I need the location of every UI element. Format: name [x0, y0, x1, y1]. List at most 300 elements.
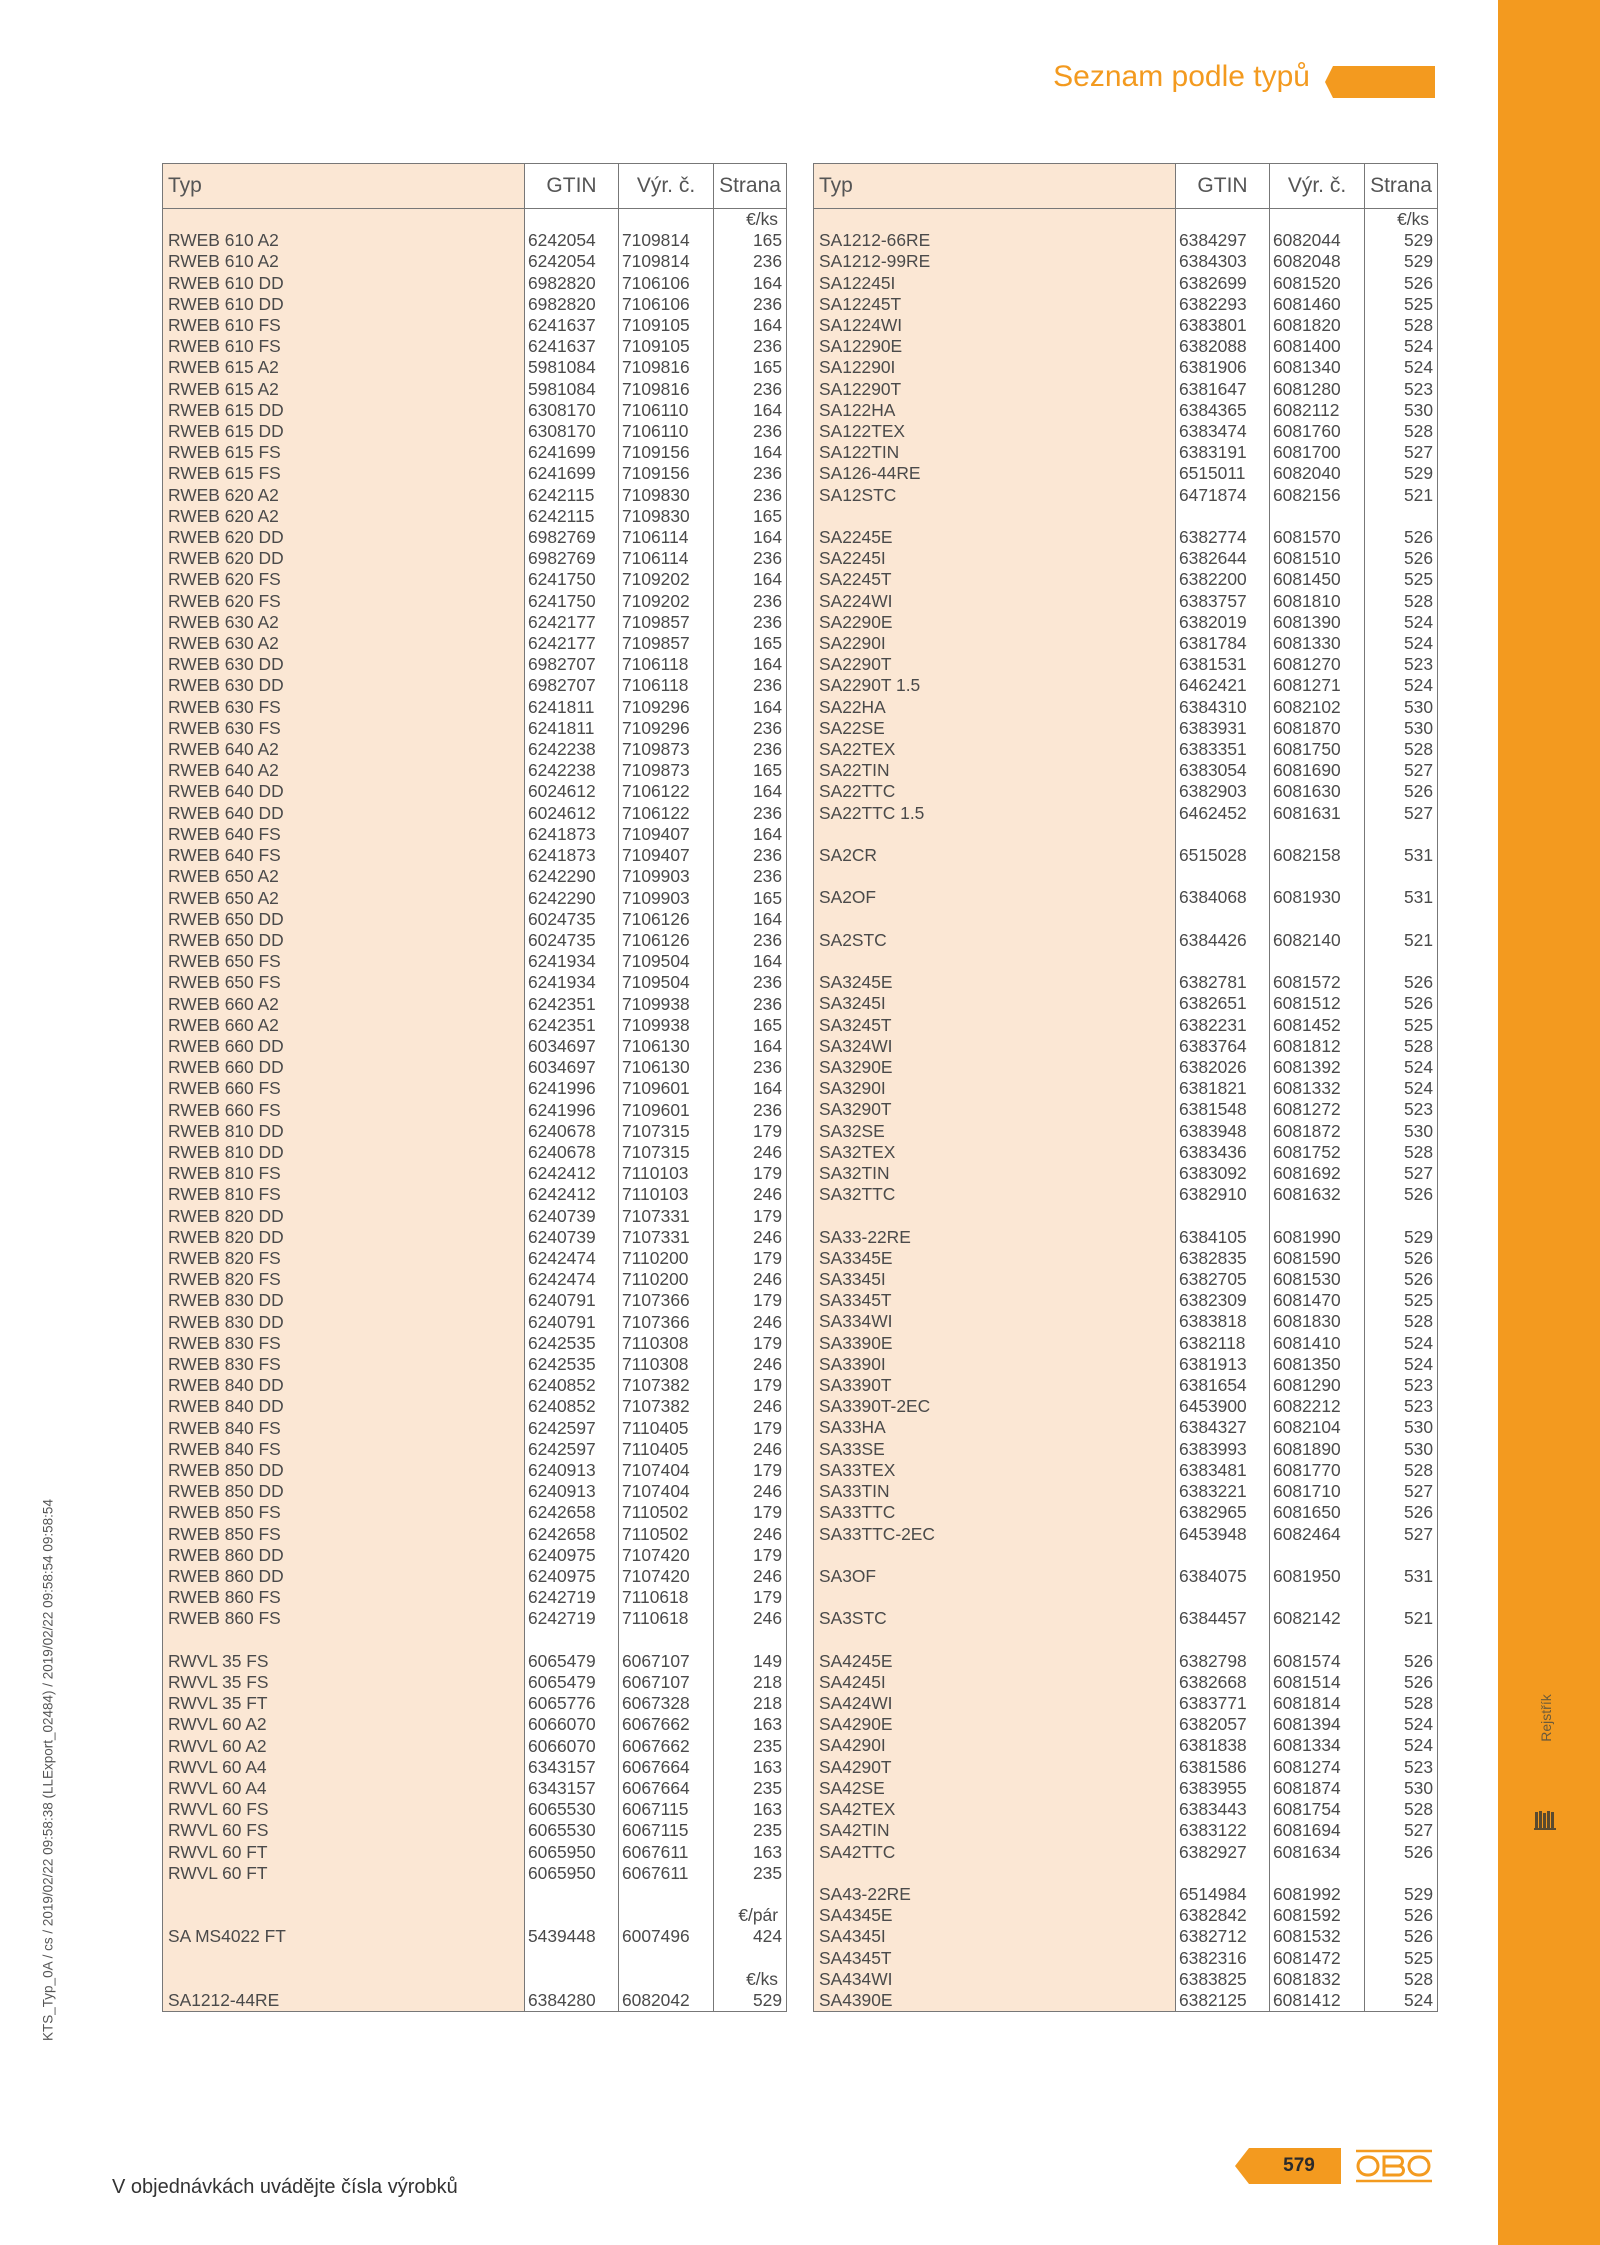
cell-type: RWEB 850 FS: [163, 1524, 525, 1545]
cell-type: SA3OF: [814, 1566, 1176, 1587]
cell-page: 523: [1365, 654, 1438, 675]
cell-type: RWEB 620 A2: [163, 485, 525, 506]
cell-gtin: 6381821: [1176, 1078, 1270, 1099]
table-row: [814, 845, 1438, 866]
cell-gtin: 6240678: [525, 1121, 619, 1142]
cell-type: SA424WI: [814, 1693, 1176, 1714]
cell-article-number: 7107315: [619, 1142, 714, 1163]
table-row: [814, 1354, 1438, 1375]
cell-gtin: 6065479: [525, 1651, 619, 1672]
table-header-row: [814, 164, 1438, 209]
cell-article-number: [1270, 209, 1365, 231]
table-row: [814, 357, 1438, 378]
cell-type: [163, 1630, 525, 1651]
cell-type: RWEB 640 DD: [163, 781, 525, 802]
cell-page: 164: [714, 315, 787, 336]
cell-article-number: 7107420: [619, 1545, 714, 1566]
cell-type: SA2STC: [814, 930, 1176, 951]
table-row: [163, 1269, 787, 1290]
cell-article-number: 6081820: [1270, 315, 1365, 336]
cell-page: 236: [714, 336, 787, 357]
table-row: [814, 1735, 1438, 1756]
cell-gtin: 6381548: [1176, 1099, 1270, 1120]
cell-page: 526: [1365, 781, 1438, 802]
cell-gtin: 6381784: [1176, 633, 1270, 654]
cell-article-number: 6081812: [1270, 1036, 1365, 1057]
cell-article-number: 6081532: [1270, 1926, 1365, 1947]
cell-page: 529: [1365, 463, 1438, 484]
cell-page: 529: [714, 1990, 787, 2012]
cell-page: 236: [714, 251, 787, 272]
cell-article-number: [619, 1969, 714, 1990]
cell-article-number: 7109814: [619, 251, 714, 272]
table-row: [814, 1651, 1438, 1672]
cell-article-number: 6067662: [619, 1714, 714, 1735]
cell-gtin: 6242535: [525, 1333, 619, 1354]
table-row: [163, 1121, 787, 1142]
cell-article-number: 6081512: [1270, 993, 1365, 1014]
cell-article-number: 6081692: [1270, 1163, 1365, 1184]
table-row: [163, 1354, 787, 1375]
cell-type: RWEB 830 FS: [163, 1354, 525, 1375]
cell-article-number: 6081572: [1270, 972, 1365, 993]
cell-page: 236: [714, 591, 787, 612]
table-row: [814, 930, 1438, 951]
cell-article-number: 6081412: [1270, 1990, 1365, 2012]
cell-article-number: 7109873: [619, 760, 714, 781]
cell-gtin: [1176, 1545, 1270, 1566]
cell-page: 529: [1365, 1227, 1438, 1248]
cell-type: RWEB 630 FS: [163, 718, 525, 739]
cell-page: 164: [714, 527, 787, 548]
table-header-row: [163, 164, 787, 209]
cell-page: 179: [714, 1290, 787, 1311]
table-row: [163, 548, 787, 569]
cell-gtin: [1176, 1863, 1270, 1884]
cell-article-number: 7106130: [619, 1057, 714, 1078]
table-row: [163, 1036, 787, 1057]
table-row: [163, 1078, 787, 1099]
table-row: [814, 315, 1438, 336]
cell-type: [814, 1629, 1176, 1650]
cell-gtin: 6382057: [1176, 1714, 1270, 1735]
cell-type: RWEB 830 DD: [163, 1290, 525, 1311]
table-row: [814, 1884, 1438, 1905]
cell-article-number: 6082142: [1270, 1608, 1365, 1629]
cell-gtin: 6382118: [1176, 1333, 1270, 1354]
cell-gtin: 6024735: [525, 909, 619, 930]
cell-type: SA3345T: [814, 1290, 1176, 1311]
cell-type: RWVL 35 FS: [163, 1672, 525, 1693]
cell-article-number: 7107366: [619, 1290, 714, 1311]
cell-gtin: 6242535: [525, 1354, 619, 1375]
cell-type: SA32TIN: [814, 1163, 1176, 1184]
cell-type: RWEB 850 DD: [163, 1481, 525, 1502]
table-row: [814, 654, 1438, 675]
cell-page: 523: [1365, 1757, 1438, 1778]
cell-type: RWEB 615 A2: [163, 357, 525, 378]
cell-gtin: 6383764: [1176, 1036, 1270, 1057]
table-row: [814, 824, 1438, 845]
cell-article-number: 6081990: [1270, 1227, 1365, 1248]
cell-page: 236: [714, 1100, 787, 1121]
table-row: [163, 1566, 787, 1587]
table-row: [814, 781, 1438, 802]
cell-article-number: 7109816: [619, 357, 714, 378]
table-row: [814, 485, 1438, 506]
cell-gtin: 6382842: [1176, 1905, 1270, 1926]
cell-type: RWVL 60 A4: [163, 1778, 525, 1799]
cell-article-number: 7107420: [619, 1566, 714, 1587]
cell-article-number: 6067107: [619, 1672, 714, 1693]
table-row: [163, 888, 787, 909]
cell-type: SA42TIN: [814, 1820, 1176, 1841]
cell-gtin: 6343157: [525, 1778, 619, 1799]
cell-type: SA12290E: [814, 336, 1176, 357]
cell-page: 164: [714, 1036, 787, 1057]
cell-type: SA2245E: [814, 527, 1176, 548]
cell-page: 179: [714, 1545, 787, 1566]
cell-page: 528: [1365, 739, 1438, 760]
table-row: [163, 845, 787, 866]
cell-gtin: 6384303: [1176, 251, 1270, 272]
cell-article-number: 6067115: [619, 1799, 714, 1820]
cell-article-number: 7106114: [619, 548, 714, 569]
cell-type: SA3345I: [814, 1269, 1176, 1290]
cell-article-number: 7106118: [619, 675, 714, 696]
cell-article-number: 6082102: [1270, 697, 1365, 718]
cell-page: 526: [1365, 1502, 1438, 1523]
table-row: [814, 336, 1438, 357]
sidebar-label[interactable]: Rejstřík: [1538, 1694, 1554, 1742]
cell-gtin: 6453948: [1176, 1524, 1270, 1545]
cell-article-number: [1270, 1629, 1365, 1650]
table-row: [163, 760, 787, 781]
cell-gtin: 6240678: [525, 1142, 619, 1163]
table-row: [814, 1990, 1438, 2012]
cell-type: SA3290I: [814, 1078, 1176, 1099]
cell-gtin: 6240739: [525, 1227, 619, 1248]
table-row: [814, 1863, 1438, 1884]
cell-article-number: 6082104: [1270, 1417, 1365, 1438]
cell-gtin: 6384310: [1176, 697, 1270, 718]
cell-page: [1365, 1587, 1438, 1608]
cell-article-number: [1270, 824, 1365, 845]
table-row: [814, 1629, 1438, 1650]
cell-page: 165: [714, 888, 787, 909]
table-row: [814, 1693, 1438, 1714]
cell-type: [814, 909, 1176, 930]
cell-page: 236: [714, 548, 787, 569]
cell-article-number: 7107404: [619, 1460, 714, 1481]
cell-article-number: 7106106: [619, 294, 714, 315]
cell-article-number: [1270, 909, 1365, 930]
cell-gtin: 6240852: [525, 1375, 619, 1396]
cell-gtin: 6066070: [525, 1714, 619, 1735]
cell-type: SA22TEX: [814, 739, 1176, 760]
table-row: [163, 1630, 787, 1651]
table-row: [163, 866, 787, 887]
cell-gtin: 6382705: [1176, 1269, 1270, 1290]
cell-type: SA2290E: [814, 612, 1176, 633]
table-row: [163, 1142, 787, 1163]
cell-gtin: 6462452: [1176, 803, 1270, 824]
cell-page: 530: [1365, 1417, 1438, 1438]
cell-article-number: 7109296: [619, 718, 714, 739]
cell-gtin: 6382699: [1176, 273, 1270, 294]
cell-type: RWVL 60 FS: [163, 1799, 525, 1820]
cell-article-number: 7106110: [619, 400, 714, 421]
table-row: [163, 1990, 787, 2012]
cell-article-number: 6081870: [1270, 718, 1365, 739]
cell-gtin: 6382712: [1176, 1926, 1270, 1947]
cell-type: SA3390T-2EC: [814, 1396, 1176, 1417]
cell-page: 523: [1365, 379, 1438, 400]
cell-type: RWEB 620 FS: [163, 591, 525, 612]
cell-page: 525: [1365, 569, 1438, 590]
cell-page: 246: [714, 1396, 787, 1417]
table-row: [814, 1460, 1438, 1481]
table-row: [163, 1651, 787, 1672]
cell-article-number: 7106122: [619, 803, 714, 824]
table-row: [814, 1057, 1438, 1078]
cell-article-number: 7109857: [619, 612, 714, 633]
table-row: [814, 993, 1438, 1014]
cell-gtin: 6065479: [525, 1672, 619, 1693]
table-row: [163, 463, 787, 484]
cell-page: [714, 1630, 787, 1651]
table-row: [163, 506, 787, 527]
cell-page: 526: [1365, 993, 1438, 1014]
cell-page: 235: [714, 1736, 787, 1757]
cell-article-number: 6081330: [1270, 633, 1365, 654]
table-row: [163, 357, 787, 378]
table-row: [814, 760, 1438, 781]
cell-page: 529: [1365, 251, 1438, 272]
cell-article-number: 6081452: [1270, 1015, 1365, 1036]
cell-gtin: 6242054: [525, 251, 619, 272]
cell-type: SA1224WI: [814, 315, 1176, 336]
cell-type: RWEB 640 DD: [163, 803, 525, 824]
sidebar-index-tab[interactable]: [1498, 0, 1600, 2245]
cell-page: 179: [714, 1460, 787, 1481]
cell-type: SA3245I: [814, 993, 1176, 1014]
cell-page: 424: [714, 1926, 787, 1947]
cell-price-unit: €/pár: [714, 1905, 787, 1926]
cell-page: 164: [714, 654, 787, 675]
cell-type: RWEB 830 FS: [163, 1333, 525, 1354]
cell-page: 165: [714, 633, 787, 654]
table-row: [163, 1948, 787, 1969]
table-row: [814, 1757, 1438, 1778]
cell-type: SA324WI: [814, 1036, 1176, 1057]
table-row: [814, 1524, 1438, 1545]
cell-article-number: 7109156: [619, 463, 714, 484]
cell-type: SA4345E: [814, 1905, 1176, 1926]
cell-gtin: 6242054: [525, 230, 619, 251]
table-row: [814, 1545, 1438, 1566]
cell-article-number: 6081570: [1270, 527, 1365, 548]
cell-page: [1365, 909, 1438, 930]
table-row: [163, 1545, 787, 1566]
cell-page: 164: [714, 781, 787, 802]
cell-gtin: 6382927: [1176, 1842, 1270, 1863]
cell-type: SA22TTC: [814, 781, 1176, 802]
table-row: [814, 1502, 1438, 1523]
cell-page: 526: [1365, 273, 1438, 294]
cell-gtin: 6242597: [525, 1439, 619, 1460]
cell-type: SA33TEX: [814, 1460, 1176, 1481]
cell-type: SA3245E: [814, 972, 1176, 993]
cell-article-number: 7109202: [619, 591, 714, 612]
cell-article-number: 6081350: [1270, 1354, 1365, 1375]
table-row: [163, 1227, 787, 1248]
cell-price-unit: €/ks: [714, 1969, 787, 1990]
cell-article-number: [619, 1948, 714, 1969]
cell-gtin: 6034697: [525, 1036, 619, 1057]
cell-article-number: 6081530: [1270, 1269, 1365, 1290]
cell-type: SA33TTC: [814, 1502, 1176, 1523]
cell-type: [814, 209, 1176, 231]
cell-type: SA3390I: [814, 1354, 1176, 1375]
cell-article-number: 7106118: [619, 654, 714, 675]
cell-type: SA22HA: [814, 697, 1176, 718]
table-row: [163, 1799, 787, 1820]
cell-article-number: 7106130: [619, 1036, 714, 1057]
cell-type: SA1212-66RE: [814, 230, 1176, 251]
table-row: [163, 909, 787, 930]
cell-type: SA434WI: [814, 1969, 1176, 1990]
cell-page: [1365, 866, 1438, 887]
cell-article-number: 6082042: [619, 1990, 714, 2012]
cell-gtin: 6242474: [525, 1248, 619, 1269]
table-row: [163, 718, 787, 739]
cell-type: RWEB 610 FS: [163, 336, 525, 357]
cell-gtin: 6381906: [1176, 357, 1270, 378]
cell-page: 179: [714, 1375, 787, 1396]
cell-article-number: 6082140: [1270, 930, 1365, 951]
cell-gtin: [525, 1905, 619, 1926]
table-row: [163, 675, 787, 696]
cell-page: 521: [1365, 485, 1438, 506]
table-row: [814, 866, 1438, 887]
cell-article-number: [1270, 1587, 1365, 1608]
cell-page: 236: [714, 866, 787, 887]
cell-gtin: 6065950: [525, 1863, 619, 1884]
cell-article-number: 6081592: [1270, 1905, 1365, 1926]
cell-page: 530: [1365, 697, 1438, 718]
cell-gtin: 6241996: [525, 1100, 619, 1121]
cell-article-number: 6081590: [1270, 1248, 1365, 1269]
cell-type: RWEB 810 FS: [163, 1184, 525, 1205]
cell-gtin: 5981084: [525, 357, 619, 378]
cell-article-number: 6081450: [1270, 569, 1365, 590]
table-row: [814, 591, 1438, 612]
table-row: [163, 591, 787, 612]
cell-type: [814, 1863, 1176, 1884]
cell-page: 523: [1365, 1375, 1438, 1396]
cell-article-number: [1270, 1545, 1365, 1566]
table-row: [163, 803, 787, 824]
cell-article-number: 7109601: [619, 1078, 714, 1099]
cell-article-number: [1270, 866, 1365, 887]
cell-page: 527: [1365, 1481, 1438, 1502]
cell-article-number: 7110103: [619, 1184, 714, 1205]
cell-page: 526: [1365, 1905, 1438, 1926]
cell-gtin: 6241750: [525, 591, 619, 612]
cell-type: SA4290T: [814, 1757, 1176, 1778]
cell-gtin: 6241811: [525, 718, 619, 739]
cell-type: SA2245I: [814, 548, 1176, 569]
cell-article-number: 6081814: [1270, 1693, 1365, 1714]
cell-article-number: 6081710: [1270, 1481, 1365, 1502]
cell-article-number: 7106122: [619, 781, 714, 802]
cell-article-number: 6082212: [1270, 1396, 1365, 1417]
cell-page: 246: [714, 1439, 787, 1460]
table-row: [814, 951, 1438, 972]
cell-page: 526: [1365, 972, 1438, 993]
table-row: [814, 1269, 1438, 1290]
column-header-typ: Typ: [163, 164, 525, 209]
cell-article-number: 7110405: [619, 1439, 714, 1460]
cell-article-number: 6081650: [1270, 1502, 1365, 1523]
cell-type: RWEB 640 A2: [163, 760, 525, 781]
cell-article-number: 7109857: [619, 633, 714, 654]
cell-page: 218: [714, 1672, 787, 1693]
table-row: [163, 1820, 787, 1841]
cell-gtin: 6240913: [525, 1460, 619, 1481]
column-header-article-number: Výr. č.: [1270, 164, 1365, 209]
cell-type: [163, 209, 525, 231]
table-row: [163, 1100, 787, 1121]
cell-type: SA33HA: [814, 1417, 1176, 1438]
table-row: [163, 400, 787, 421]
cell-gtin: 6381647: [1176, 379, 1270, 400]
cell-article-number: 7107331: [619, 1227, 714, 1248]
cell-page: 526: [1365, 527, 1438, 548]
table-row: [814, 1227, 1438, 1248]
cell-type: RWEB 660 DD: [163, 1057, 525, 1078]
cell-gtin: 6308170: [525, 421, 619, 442]
table-row: [163, 633, 787, 654]
cell-page: 528: [1365, 1142, 1438, 1163]
cell-gtin: 6242115: [525, 485, 619, 506]
cell-page: 246: [714, 1524, 787, 1545]
cell-gtin: 6383092: [1176, 1163, 1270, 1184]
cell-article-number: 6081394: [1270, 1714, 1365, 1735]
cell-page: 524: [1365, 1714, 1438, 1735]
cell-page: [1365, 1545, 1438, 1566]
cell-article-number: [1270, 1863, 1365, 1884]
cell-gtin: [525, 1630, 619, 1651]
cell-article-number: 7110618: [619, 1587, 714, 1608]
cell-gtin: 6515028: [1176, 845, 1270, 866]
cell-gtin: [525, 1969, 619, 1990]
table-row: [814, 1248, 1438, 1269]
cell-gtin: 6242238: [525, 739, 619, 760]
table-row: [163, 336, 787, 357]
cell-gtin: 6240739: [525, 1206, 619, 1227]
cell-page: 236: [714, 994, 787, 1015]
cell-article-number: 6081514: [1270, 1672, 1365, 1693]
cell-article-number: 6081760: [1270, 421, 1365, 442]
cell-article-number: [619, 1630, 714, 1651]
cell-article-number: 7110618: [619, 1608, 714, 1629]
cell-article-number: [619, 209, 714, 231]
cell-type: RWEB 660 FS: [163, 1100, 525, 1121]
cell-page: 164: [714, 909, 787, 930]
table-row: [814, 675, 1438, 696]
